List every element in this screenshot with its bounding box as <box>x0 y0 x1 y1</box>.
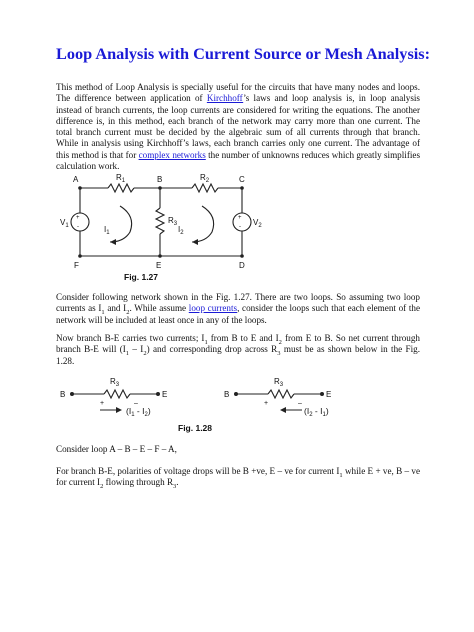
intro-text: ’s laws and loop analysis is, in loop analysis instead of branch currents, the loop currents are considered for writing the equations. The another difference is, in this method, each branch of the network may carry more than one current. The total branch current must be decided by the algebraic sum of all currents through that branch. While in analysis using Kirchhoff’s laws, each branch carries only one current. The advantage of this method is that for <box>56 93 420 160</box>
para-text: flowing through R <box>103 477 174 488</box>
node-f-label: F <box>74 261 79 270</box>
node-b-label: B <box>157 175 163 184</box>
subscript: 1 <box>204 338 208 346</box>
para-text: while E + ve, B – ve for current I <box>56 466 421 488</box>
v1-minus-label: - <box>77 224 79 230</box>
r3-label: $R_3$ <box>168 216 178 227</box>
fig128-right-b: B <box>224 390 230 399</box>
para-text: ) and corresponding drop across R <box>146 344 278 355</box>
figure-1-28-diagram <box>60 372 420 434</box>
subscript: 1 <box>339 471 343 479</box>
figure-1-27-caption: Fig. 1.27 <box>124 272 159 282</box>
complex-networks-link[interactable]: complex networks <box>138 149 206 160</box>
fig128-right-minus: – <box>298 400 302 407</box>
branch-paragraph <box>56 333 420 367</box>
para-text: from B to E and I <box>207 333 279 343</box>
page-title: Loop Analysis with Current Source or Mesh Analysis: <box>56 44 431 63</box>
r1-label: $R_1$ <box>116 173 126 184</box>
fig128-left-plus: + <box>100 400 105 407</box>
fig128-right-plus: + <box>264 400 269 407</box>
subscript: 1 <box>101 309 105 317</box>
para-text: – I <box>129 344 144 355</box>
r2-label: $R_2$ <box>200 173 210 184</box>
fig128-left-minus: – <box>134 400 138 407</box>
v2-plus-label: + <box>238 215 242 221</box>
i2-label: $I_2$ <box>178 225 184 236</box>
subscript: 3 <box>173 483 177 491</box>
v1-label: $V_1$ <box>60 218 69 229</box>
para-text: and I <box>104 303 127 314</box>
fig128-left-current: $(I_1 - I_2)$ <box>126 406 151 418</box>
intro-text: This method of Loop Analysis is specially useful for the circuits that have many nodes and loops. The difference between application of <box>56 82 420 104</box>
node-c-label: C <box>239 175 245 184</box>
v2-label: $V_2$ <box>253 218 262 229</box>
para-text: For branch B-E, polarities of voltage drops will be B +ve, E – ve for current I <box>56 466 340 476</box>
intro-paragraph <box>56 82 420 172</box>
para-text: Consider following network shown in the Fig. 1.27. There are two loops. So assuming two loop currents as I <box>56 292 420 314</box>
para-text: from E to B. So net current through branch B-E will (I <box>56 333 420 355</box>
para-text: Now branch B-E carries two currents; I <box>56 333 205 343</box>
fig128-right-r3: $R_3$ <box>274 377 284 388</box>
kirchhoff-link[interactable]: Kirchhoff <box>206 93 244 104</box>
para-text: must be as shown below in the Fig. 1.28. <box>56 344 420 366</box>
para-text: . <box>176 477 179 488</box>
fig128-left-b: B <box>60 390 66 399</box>
loop-abefa-paragraph: Consider loop A – B – E – F – A, <box>56 444 177 454</box>
v1-plus-label: + <box>76 215 80 221</box>
node-d-label: D <box>239 261 245 270</box>
subscript: 1 <box>125 350 130 358</box>
fig128-right-current: $(I_2 - I_1)$ <box>304 406 329 418</box>
node-a-label: A <box>73 175 79 184</box>
subscript: 3 <box>277 350 281 358</box>
para-text: , consider the loops such that each element of the network will be included at least once in any of the loops. <box>56 303 421 325</box>
polarity-paragraph <box>56 466 420 489</box>
node-e-label: E <box>156 261 162 270</box>
fig128-left-e: E <box>162 390 168 399</box>
i1-label: $I_1$ <box>104 225 110 236</box>
subscript: 2 <box>126 309 130 317</box>
fig128-right-e: E <box>326 390 332 399</box>
subscript: 2 <box>278 338 282 346</box>
v2-minus-label: - <box>239 224 241 230</box>
subscript: 2 <box>100 483 104 491</box>
loop-currents-link[interactable]: loop currents <box>188 303 238 314</box>
subscript: 2 <box>143 350 147 358</box>
figure-1-28-caption: Fig. 1.28 <box>178 423 213 433</box>
figure-1-27-circuit <box>60 168 280 284</box>
loops-paragraph <box>56 292 420 326</box>
intro-text: the number of unknowns reduces which greatly simplifies calculation work. <box>56 149 420 172</box>
para-text: . While assume <box>129 303 189 314</box>
fig128-left-r3: $R_3$ <box>110 377 120 388</box>
